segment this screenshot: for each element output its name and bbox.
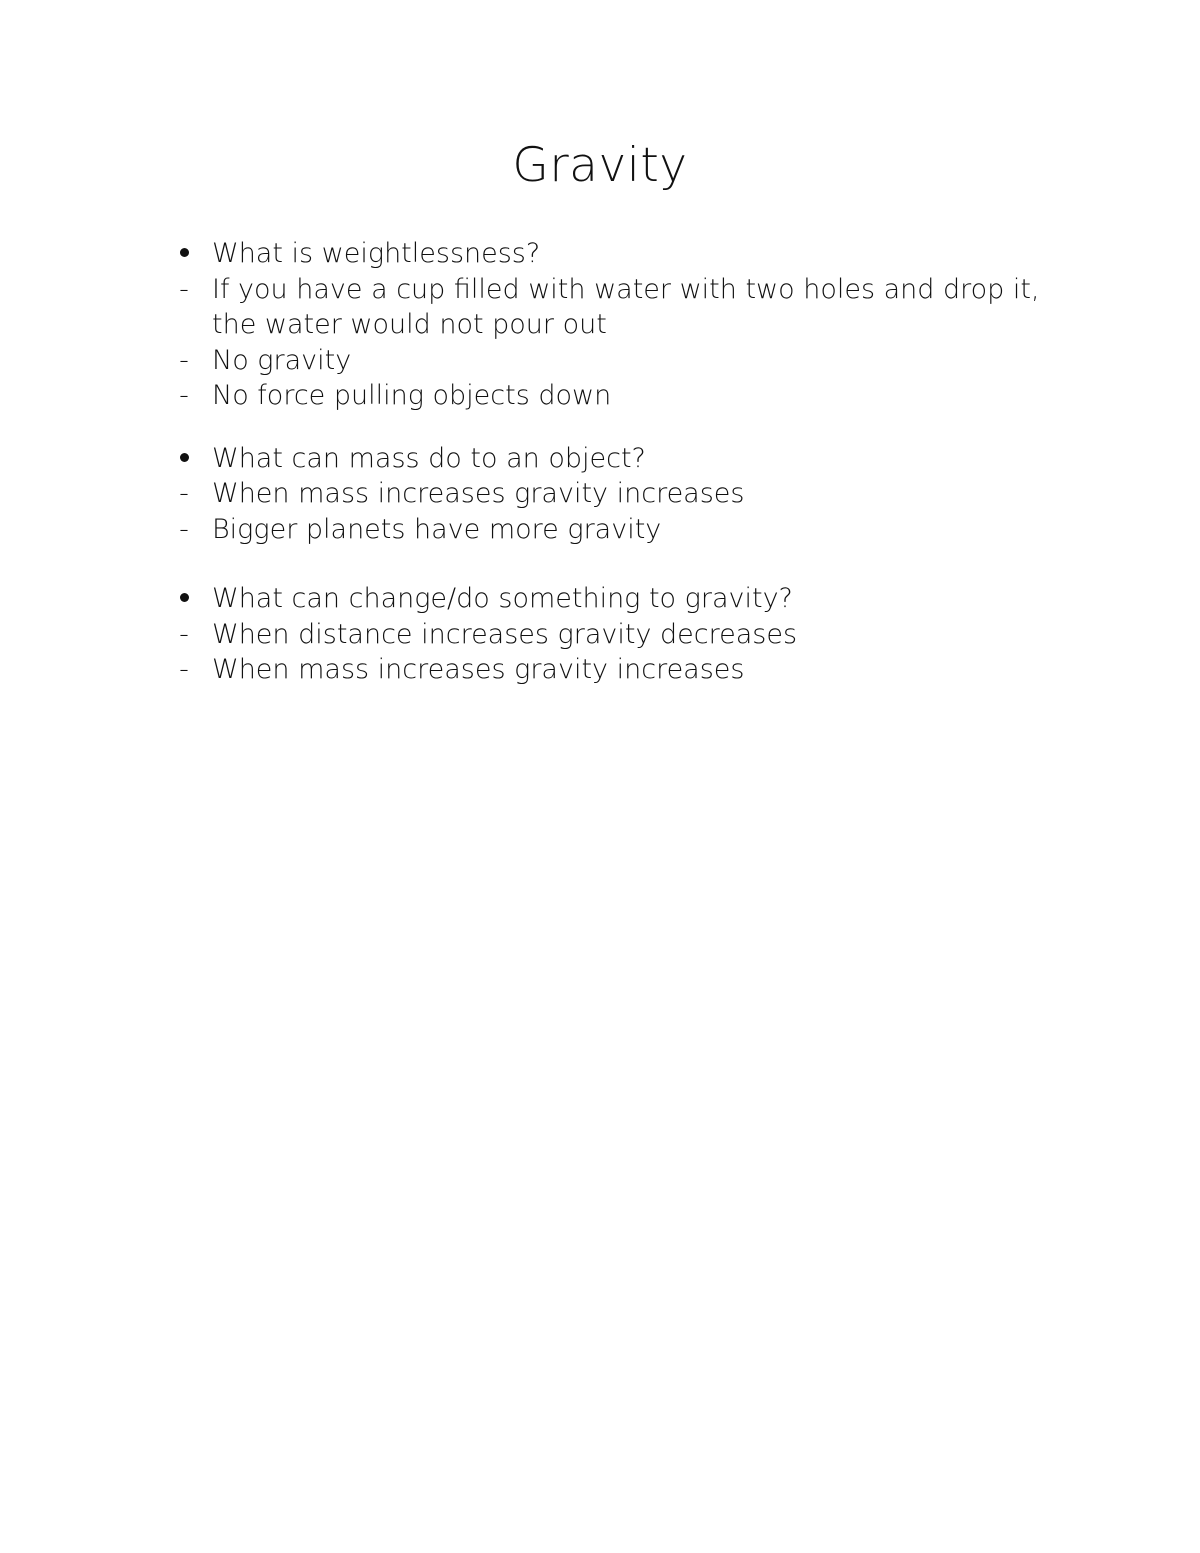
page-title: Gravity <box>512 138 688 193</box>
question-item <box>174 581 1054 617</box>
answer-item <box>174 512 1054 548</box>
dash-icon: - <box>179 478 189 509</box>
question-item <box>174 236 1054 272</box>
answer-text: No force pulling objects down <box>212 380 612 411</box>
answer-item <box>174 343 1054 379</box>
bullet-icon <box>174 441 194 477</box>
answer-text: If you have a cup filled with water with two holes and drop it, the water would not pour out <box>212 273 1040 340</box>
answer-text: When distance increases gravity decreases <box>212 618 798 650</box>
dash-icon: - <box>179 654 189 685</box>
section-change-gravity <box>174 581 1054 688</box>
dash-icon: - <box>179 618 189 650</box>
answer-item <box>174 476 1054 512</box>
question-text: What can mass do to an object? <box>212 442 646 474</box>
answer-text: When mass increases gravity increases <box>212 654 745 685</box>
answer-item <box>174 378 1054 414</box>
section-mass <box>174 441 1054 548</box>
answer-item <box>174 617 1054 653</box>
question-text: What can change/do something to gravity? <box>212 583 793 614</box>
question-item <box>174 441 1054 477</box>
answer-text: Bigger planets have more gravity <box>212 513 662 545</box>
answer-item <box>174 652 1054 688</box>
section-weightlessness <box>174 236 1054 414</box>
bullet-icon <box>174 581 194 617</box>
notes-content <box>174 236 1054 688</box>
answer-text: When mass increases gravity increases <box>212 478 745 509</box>
bullet-icon <box>174 236 194 272</box>
dash-icon: - <box>179 513 189 545</box>
dash-icon: - <box>179 380 189 411</box>
dash-icon: - <box>179 273 189 305</box>
question-text: What is weightlessness? <box>212 238 541 269</box>
dash-icon: - <box>179 344 189 376</box>
answer-item <box>174 272 1054 343</box>
answer-text: No gravity <box>212 344 352 376</box>
